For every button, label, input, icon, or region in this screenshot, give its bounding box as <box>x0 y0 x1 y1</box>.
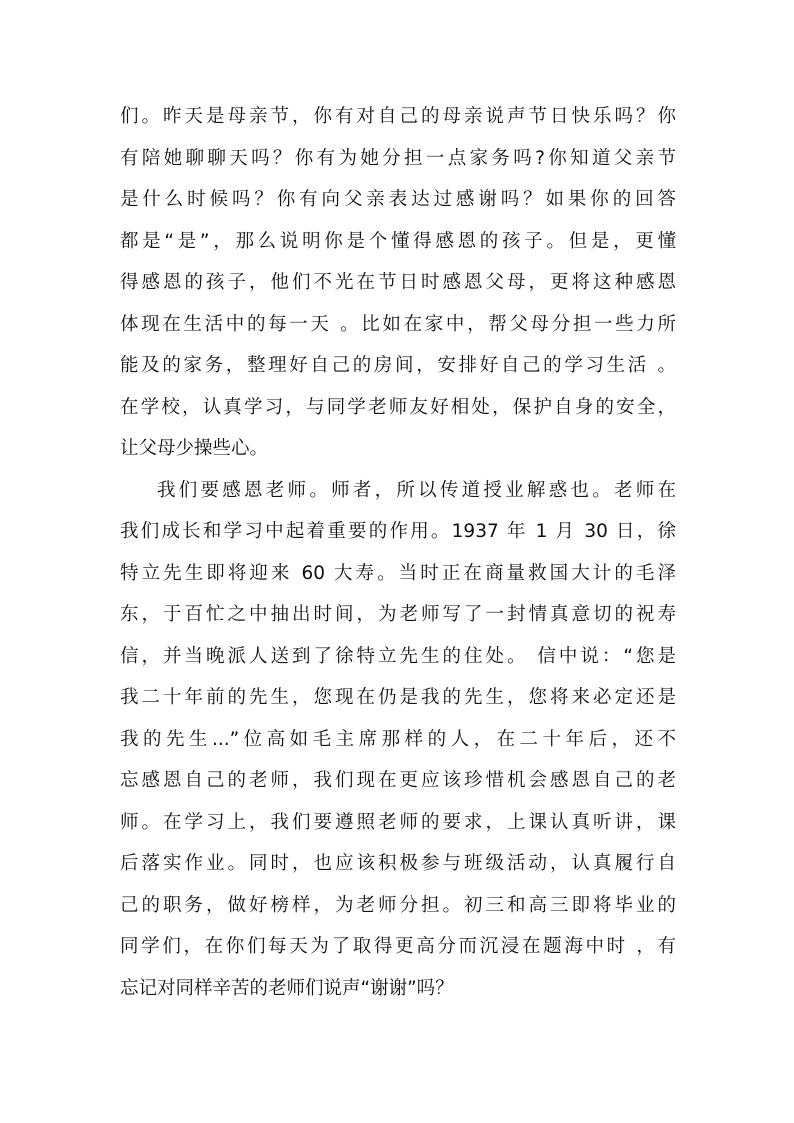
text-line: 们。昨天是母亲节，你有对自己的母亲说声节日快乐吗？你 <box>120 106 676 127</box>
text-line: 特立先生即将迎来 60 大寿。当时正在商量救国大计的毛泽 <box>120 562 676 584</box>
text-line: 师。在学习上，我们要遵照老师的要求，上课认真听讲，课 <box>120 811 676 833</box>
text-line: 都是“是”，那么说明你是个懂得感恩的孩子。但是，更懂 <box>120 230 676 252</box>
text-line: 我二十年前的先生，您现在仍是我的先生，您将来必定还是 <box>120 687 676 708</box>
text-line: 是什么时候吗？你有向父亲表达过感谢吗？如果你的回答 <box>120 189 676 210</box>
text-line: 忘感恩自己的老师，我们现在更应该珍惜机会感恩自己的老 <box>120 770 676 791</box>
text-line: 忘记对同样辛苦的老师们说声“谢谢”吗？ <box>120 977 454 999</box>
text-line: 让父母少操些心。 <box>120 438 269 459</box>
paragraph-2 <box>120 470 676 1010</box>
paragraph-1 <box>120 96 676 470</box>
text-line: 我们要感恩老师。师者，所以传道授业解惑也。老师在 <box>157 479 676 501</box>
text-line: 信，并当晚派人送到了徐特立先生的住处。 信中说：“您是 <box>120 645 676 667</box>
text-line: 体现在生活中的每一天 。比如在家中，帮父母分担一些力所 <box>120 313 676 335</box>
text-line: 能及的家务，整理好自己的房间，安排好自己的学习生活 。 <box>120 355 676 376</box>
text-line: 在学校，认真学习，与同学老师友好相处，保护自身的安全， <box>120 396 676 418</box>
text-line: 我们成长和学习中起着重要的作用。1937 年 1 月 30 日，徐 <box>120 521 676 542</box>
text-line: 有陪她聊聊天吗？你有为她分担一点家务吗?你知道父亲节 <box>120 147 676 169</box>
text-line: 东，于百忙之中抽出时间，为老师写了一封情真意切的祝寿 <box>120 604 676 625</box>
text-line: 己的职务，做好榜样，为老师分担。初三和高三即将毕业的 <box>120 894 676 916</box>
text-line: 后落实作业。同时，也应该积极参与班级活动，认真履行自 <box>120 853 676 874</box>
text-line: 得感恩的孩子，他们不光在节日时感恩父母，更将这种感恩 <box>120 272 676 293</box>
text-line: 我的先生...”位高如毛主席那样的人，在二十年后，还不 <box>120 728 676 750</box>
text-line: 同学们，在你们每天为了取得更高分而沉浸在题海中时 ，有 <box>120 936 676 957</box>
document-body <box>120 96 676 1009</box>
